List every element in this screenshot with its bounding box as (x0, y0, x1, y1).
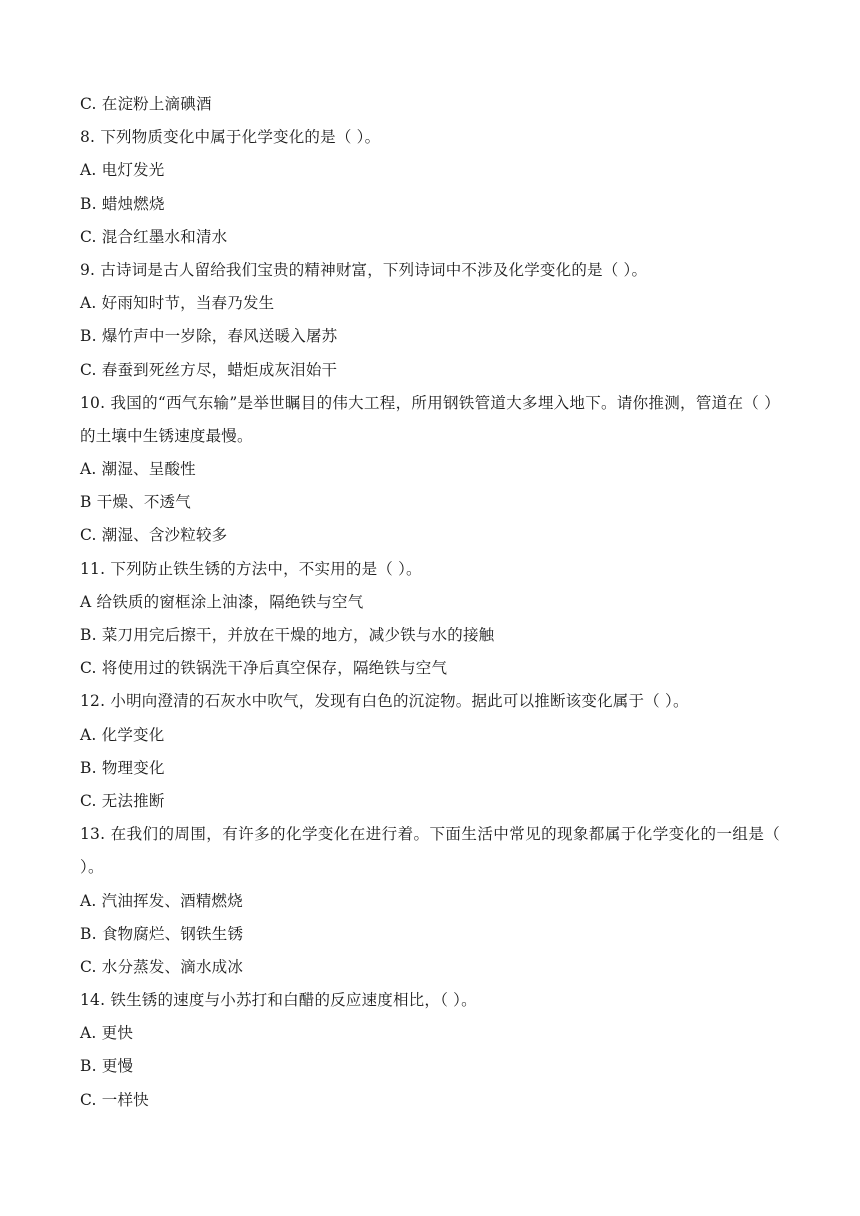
q10-option-b: B 干燥、不透气 (80, 493, 191, 512)
q14-option-c: C. 一样快 (80, 1090, 149, 1109)
q12-option-b: B. 物理变化 (80, 758, 165, 777)
q10-option-a: A. 潮湿、呈酸性 (80, 460, 196, 479)
question-list (80, 88, 780, 1117)
q8-option-b: B. 蜡烛燃烧 (80, 194, 165, 213)
q8-stem: 8. 下列物质变化中属于化学变化的是（ ）。 (80, 128, 381, 147)
q7-option-c: C. 在淀粉上滴碘酒 (80, 95, 212, 113)
q11-option-c: C. 将使用过的铁锅洗干净后真空保存，隔绝铁与空气 (80, 659, 448, 678)
q13-option-b: B. 食物腐烂、钢铁生锈 (80, 924, 244, 943)
q13-option-a: A. 汽油挥发、酒精燃烧 (80, 891, 243, 910)
q10-option-c: C. 潮湿、含沙粒较多 (80, 526, 228, 545)
q9-option-c: C. 春蚕到死丝方尽，蜡炬成灰泪始干 (80, 360, 338, 379)
q14-option-a: A. 更快 (80, 1024, 134, 1043)
q14-option-b: B. 更慢 (80, 1057, 134, 1076)
q13-option-c: C. 水分蒸发、滴水成冰 (80, 957, 244, 976)
q13-stem: 13. 在我们的周围，有许多的化学变化在进行着。下面生活中常见的现象都属于化学变化的一组是（ ）。 (80, 825, 780, 877)
q11-stem: 11. 下列防止铁生锈的方法中，不实用的是（ ）。 (80, 559, 422, 578)
q9-option-b: B. 爆竹声中一岁除，春风送暖入屠苏 (80, 327, 338, 346)
q12-option-c: C. 无法推断 (80, 791, 165, 810)
q11-option-a: A 给铁质的窗框涂上油漆，隔绝铁与空气 (80, 592, 364, 611)
q14-stem: 14. 铁生锈的速度与小苏打和白醋的反应速度相比，（ ）。 (80, 991, 477, 1010)
q9-option-a: A. 好雨知时节，当春乃发生 (80, 294, 275, 313)
q12-option-a: A. 化学变化 (80, 725, 165, 744)
q8-option-a: A. 电灯发光 (80, 161, 165, 180)
q11-option-b: B. 菜刀用完后擦干，并放在干燥的地方，减少铁与水的接触 (80, 626, 495, 645)
q10-stem: 10. 我国的“西气东输”是举世瞩目的伟大工程，所用钢铁管道大多埋入地下。请你推测，管道在（ ）的土壤中生锈速度最慢。 (80, 393, 780, 445)
q8-option-c: C. 混合红墨水和清水 (80, 227, 228, 246)
q9-stem: 9. 古诗词是古人留给我们宝贵的精神财富，下列诗词中不涉及化学变化的是（ ）。 (80, 260, 648, 279)
q12-stem: 12. 小明向澄清的石灰水中吹气，发现有白色的沉淀物。据此可以推断该变化属于（ ）。 (80, 692, 689, 711)
